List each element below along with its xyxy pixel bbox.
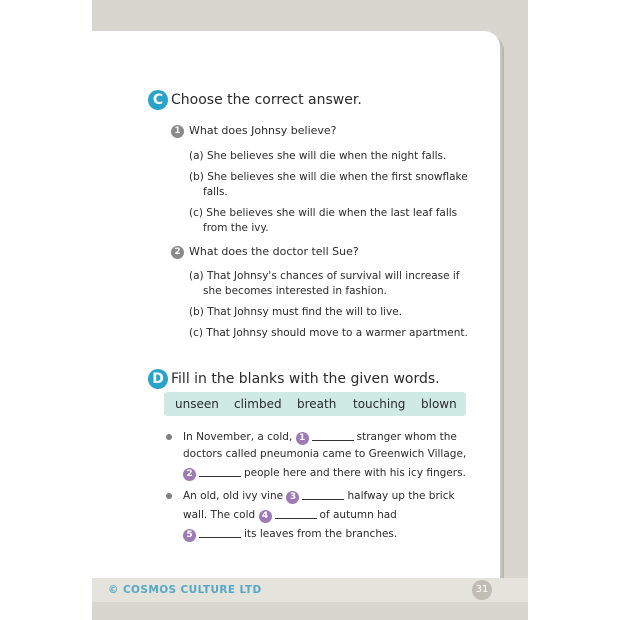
- answer-blank[interactable]: [199, 466, 241, 477]
- word-bank: [164, 392, 466, 416]
- word-bank-item: climbed: [234, 397, 282, 411]
- section-c-badge: C: [148, 90, 168, 110]
- blank-number-4: 4: [259, 510, 272, 523]
- word-bank-item: blown: [421, 397, 457, 411]
- word-bank-item: unseen: [175, 397, 219, 411]
- question-2-number: 2: [171, 246, 184, 259]
- blank-number-3: 3: [286, 491, 299, 504]
- question-1-option-b: (b) She believes she will die when the first snowflake falls.: [189, 171, 468, 198]
- section-d-badge: D: [148, 369, 168, 389]
- question-1-number: 1: [171, 125, 184, 138]
- section-c-title: Choose the correct answer.: [171, 92, 362, 108]
- fill-line: 2 people here and there with his icy fingers.: [183, 466, 466, 481]
- blank-number-5: 5: [183, 529, 196, 542]
- publisher-credit: © COSMOS CULTURE LTD: [108, 584, 262, 596]
- bullet-dot: [166, 493, 172, 499]
- fill-line: An old, old ivy vine 3 halfway up the brick: [183, 490, 455, 502]
- question-2-text: What does the doctor tell Sue?: [189, 245, 359, 258]
- answer-blank[interactable]: [302, 489, 344, 500]
- answer-blank[interactable]: [199, 527, 241, 538]
- bullet-dot: [166, 434, 172, 440]
- fill-line: wall. The cold 4 of autumn had: [183, 509, 397, 521]
- question-1-option-a: (a) She believes she will die when the night falls.: [189, 150, 447, 162]
- question-2-option-a: (a) That Johnsy's chances of survival will increase if she becomes interested in fashion.: [189, 270, 460, 297]
- page-number: 31: [472, 580, 492, 600]
- question-2-option-b: (b) That Johnsy must find the will to live.: [189, 306, 403, 318]
- section-d-title: Fill in the blanks with the given words.: [171, 371, 440, 387]
- blank-number-2: 2: [183, 468, 196, 481]
- blank-number-1: 1: [296, 432, 309, 445]
- question-1-text: What does Johnsy believe?: [189, 124, 337, 137]
- answer-blank[interactable]: [312, 430, 354, 441]
- fill-line: 5 its leaves from the branches.: [183, 527, 397, 542]
- word-bank-item: breath: [297, 397, 337, 411]
- answer-blank[interactable]: [275, 508, 317, 519]
- fill-line: In November, a cold, 1 stranger whom the: [183, 431, 457, 443]
- fill-line: doctors called pneumonia came to Greenwich Village,: [183, 448, 467, 460]
- question-1-option-c: (c) She believes she will die when the last leaf falls from the ivy.: [189, 207, 458, 234]
- question-2-option-c: (c) That Johnsy should move to a warmer apartment.: [189, 327, 468, 339]
- word-bank-item: touching: [353, 397, 406, 411]
